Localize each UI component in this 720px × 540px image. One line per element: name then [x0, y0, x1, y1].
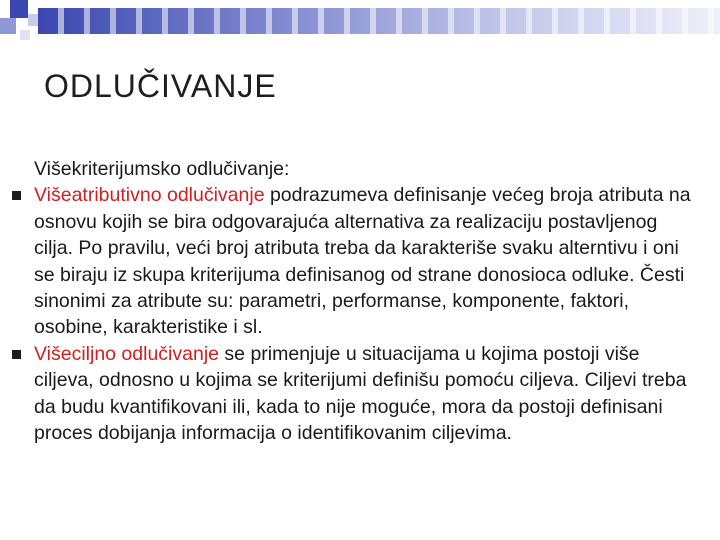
list-item [34, 341, 694, 447]
list-item [34, 182, 694, 340]
square-bullet-icon [12, 350, 21, 359]
item-text: se primenjuje u situacijama u kojima postoji više ciljeva, odnosno u kojima se kriterijumi definišu pomoću ciljeva. Ciljevi treba da budu kvantifikovani ili, kada to nije moguće, mora da postoji definisani proces dobijanja informacija o identifikovanim ciljevima. [34, 342, 687, 445]
square-bullet-icon [12, 191, 21, 200]
highlight-term: Višeciljno odlučivanje [34, 342, 220, 365]
item-text: podrazumeva definisanje većeg broja atributa na osnovu kojih se bira odgovarajuća alternativa za realizaciju postavljenog cilja. Po pravilu, veći broj atributa treba da karakteriše svaku alterntivu i oni se biraju iz skupa kriterijuma definisanog od strane donosioca odluke. Česti sinonimi za atribute su: parametri, performanse, komponente, faktori, osobine, karakteristike i sl. [34, 184, 691, 339]
slide-title: ODLUČIVANJE [44, 68, 277, 104]
highlight-term: Višeatributivno odlučivanje [34, 184, 265, 207]
intro-text: Višekriterijumsko odlučivanje: [34, 158, 290, 180]
slide-body [34, 156, 694, 446]
header-band [38, 8, 720, 34]
